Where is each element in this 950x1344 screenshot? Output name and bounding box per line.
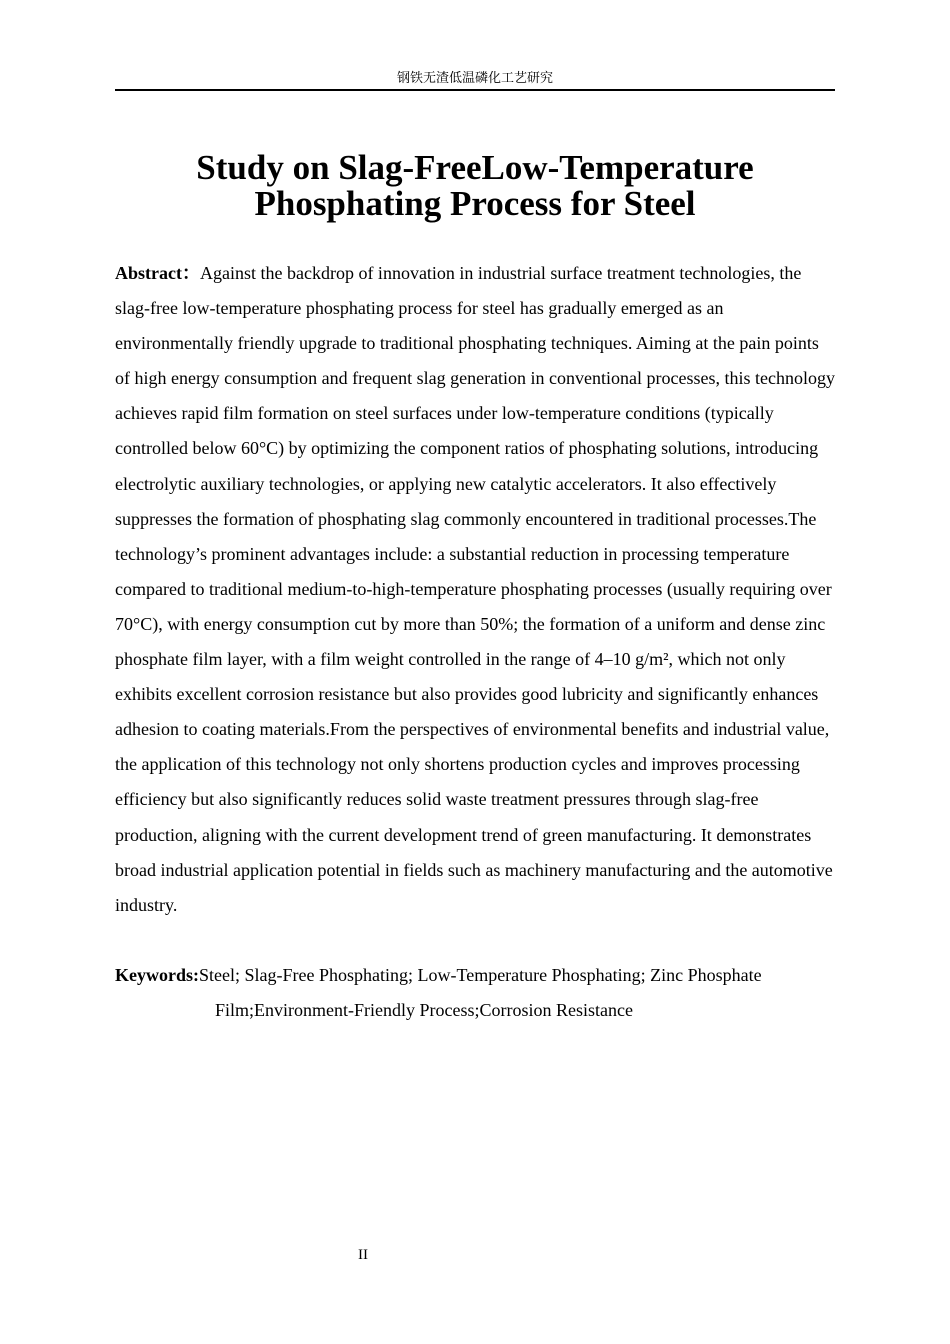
abstract-label: Abstract： — [115, 263, 200, 283]
keywords-label: Keywords: — [115, 965, 199, 985]
abstract-paragraph — [115, 256, 837, 923]
paper-title — [115, 150, 835, 222]
running-header: 钢铁无渣低温磷化工艺研究 — [396, 71, 553, 86]
keywords-paragraph — [115, 958, 837, 1028]
abstract-text: Against the backdrop of innovation in industrial surface treatment technologies, the slag-free low-temperature phosphating process for steel has gradually emerged as an environmentally friendly upgrade to traditional phosphating techniques. Aiming at the pain points of high energy consumption and frequent slag generation in conventional processes, this technology achieves rapid film formation on steel surfaces under low-temperature conditions (typically controlled below 60°C) by optimizing the component ratios of phosphating solutions, introducing electrolytic auxiliary technologies, or applying new catalytic accelerators. It also effectively suppresses the formation of phosphating slag commonly encountered in traditional processes.The technology’s prominent advantages include: a substantial reduction in processing temperature compared to traditional medium-to-high-temperature phosphating processes (usually requiring over 70°C), with energy consumption cut by more than 50%; the formation of a uniform and dense zinc phosphate film layer, with a film weight controlled in the range of 4–10 g/m², which not only exhibits excellent corrosion resistance but also provides good lubricity and significantly enhances adhesion to coating materials.From the perspectives of environmental benefits and industrial value, the application of this technology not only shortens production cycles and improves processing efficiency but also significantly reduces solid waste treatment pressures through slag-free production, aligning with the current development trend of green manufacturing. It demonstrates broad industrial application potential in fields such as machinery manufacturing and the automotive industry. — [115, 263, 835, 915]
paper-title-line-2: Phosphating Process for Steel — [254, 184, 696, 223]
paper-title-line-1: Study on Slag-FreeLow-Temperature — [196, 148, 754, 187]
header-rule — [115, 89, 835, 91]
keywords-text: Steel; Slag-Free Phosphating; Low-Temperature Phosphating; Zinc Phosphate Film;Environment-Friendly Process;Corrosion Resistance — [199, 965, 762, 1020]
page-number: II — [358, 1247, 368, 1263]
